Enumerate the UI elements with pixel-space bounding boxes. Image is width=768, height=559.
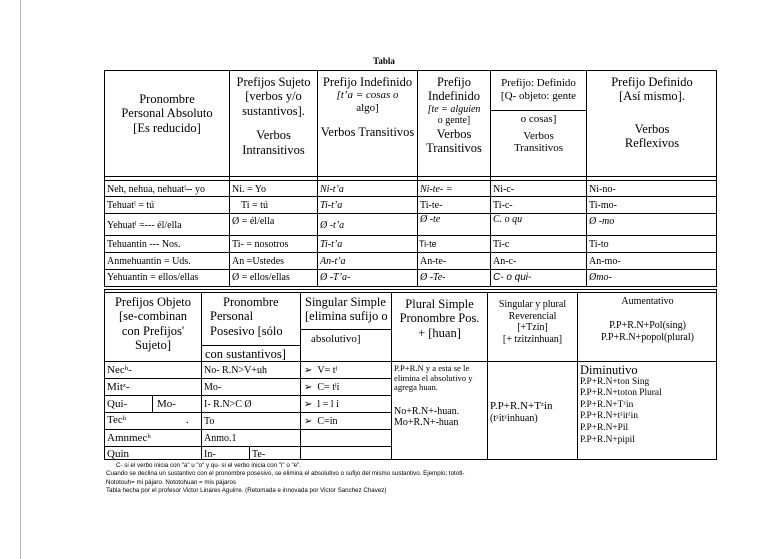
header-posesivo-sub: con sustantivos] bbox=[205, 347, 286, 361]
header-reverencial: Singular y plural Reverencial [+Tzin] [+ tzitzinhuan] bbox=[498, 299, 567, 345]
header-prefijos-sujeto: Prefijos Sujeto [verbos y/o sustantivos]. Verbos Intransitivos bbox=[236, 75, 311, 157]
header-plural-simple: Plural Simple Pronombre Pos. + [huan] bbox=[399, 297, 480, 340]
header-singular-simple: Singular Simple [elimina sufijo o bbox=[305, 295, 388, 324]
arrow-bullet-icon: ➢ bbox=[304, 365, 313, 376]
diminutivo-body: Diminutivo P.P+R.N+ton Sing P.P+R.N+toton Plural P.P+R.N+Tᶻin P.P+R.N+tᶻitᶻin P.P+R.N+Pil P.P+R.N+pipil bbox=[580, 363, 662, 445]
header-aumentativo: Aumentativo bbox=[621, 296, 674, 307]
header-prefijo-definido-sub: o cosas] Verbos Transitivos bbox=[513, 113, 564, 155]
header-prefijo-indefinido-te: Prefijo Indefinido [te = alguien o gente] Verbos Transitivos bbox=[426, 75, 482, 156]
page-title: Tabla bbox=[373, 56, 395, 66]
arrow-bullet-icon: ➢ bbox=[304, 399, 313, 410]
arrow-bullet-icon: ➢ bbox=[304, 382, 313, 393]
header-prefijos-objeto: Prefijos Objeto [se-combinan con Prefijos' Sujeto] bbox=[114, 295, 192, 353]
header-posesivo: Pronombre Personal Posesivo [sólo bbox=[210, 295, 283, 338]
header-singular-sub: absolutivo] bbox=[311, 333, 361, 345]
arrow-bullet-icon: ➢ bbox=[304, 416, 313, 427]
header-prefijo-reflexivo: Prefijo Definido [Así mismo]. Verbos Reflexivos bbox=[611, 75, 693, 151]
header-prefijo-indefinido-tla: Prefijo Indefinido [tʼa = cosas o algo] Verbos Transitivos bbox=[320, 75, 415, 139]
plural-body: P.P+R.N y a esta se le elimina el absolutivo y agrega huan. No+R.N+-huan. Mo+R.N+-huan bbox=[394, 363, 473, 428]
page-margin-line bbox=[20, 0, 21, 559]
header-prefijo-definido: Prefijo: Definido [Q- objeto: gente bbox=[500, 77, 577, 102]
aumentativo-body: P.P+R.N+Pol(sing) P.P+R.N+popol(plural) bbox=[601, 320, 694, 343]
footnotes: C- si el verbo inicia con "a" u "o" y qu- si el verbo inicia con "i" o "e". Cuando se declina un sustantivo con el pronombre posesivo, se elimina el absolutivo o sufijo del mismo sustantivo. Ejemplo; tototl- Nototouh= mi pájaro. Nototohuan = mis pájaros Tabla hecha por el profesor Victor Linares Aguirre. (Retomada e innovada por Victor Sanchez Chavez) bbox=[106, 462, 465, 495]
header-pronombre: Pronombre Personal Absoluto [Es reducido] bbox=[121, 92, 213, 135]
reverencial-body: P.P+R.N+Tᶻin (tᶻitᶻinhuan) bbox=[490, 400, 553, 424]
